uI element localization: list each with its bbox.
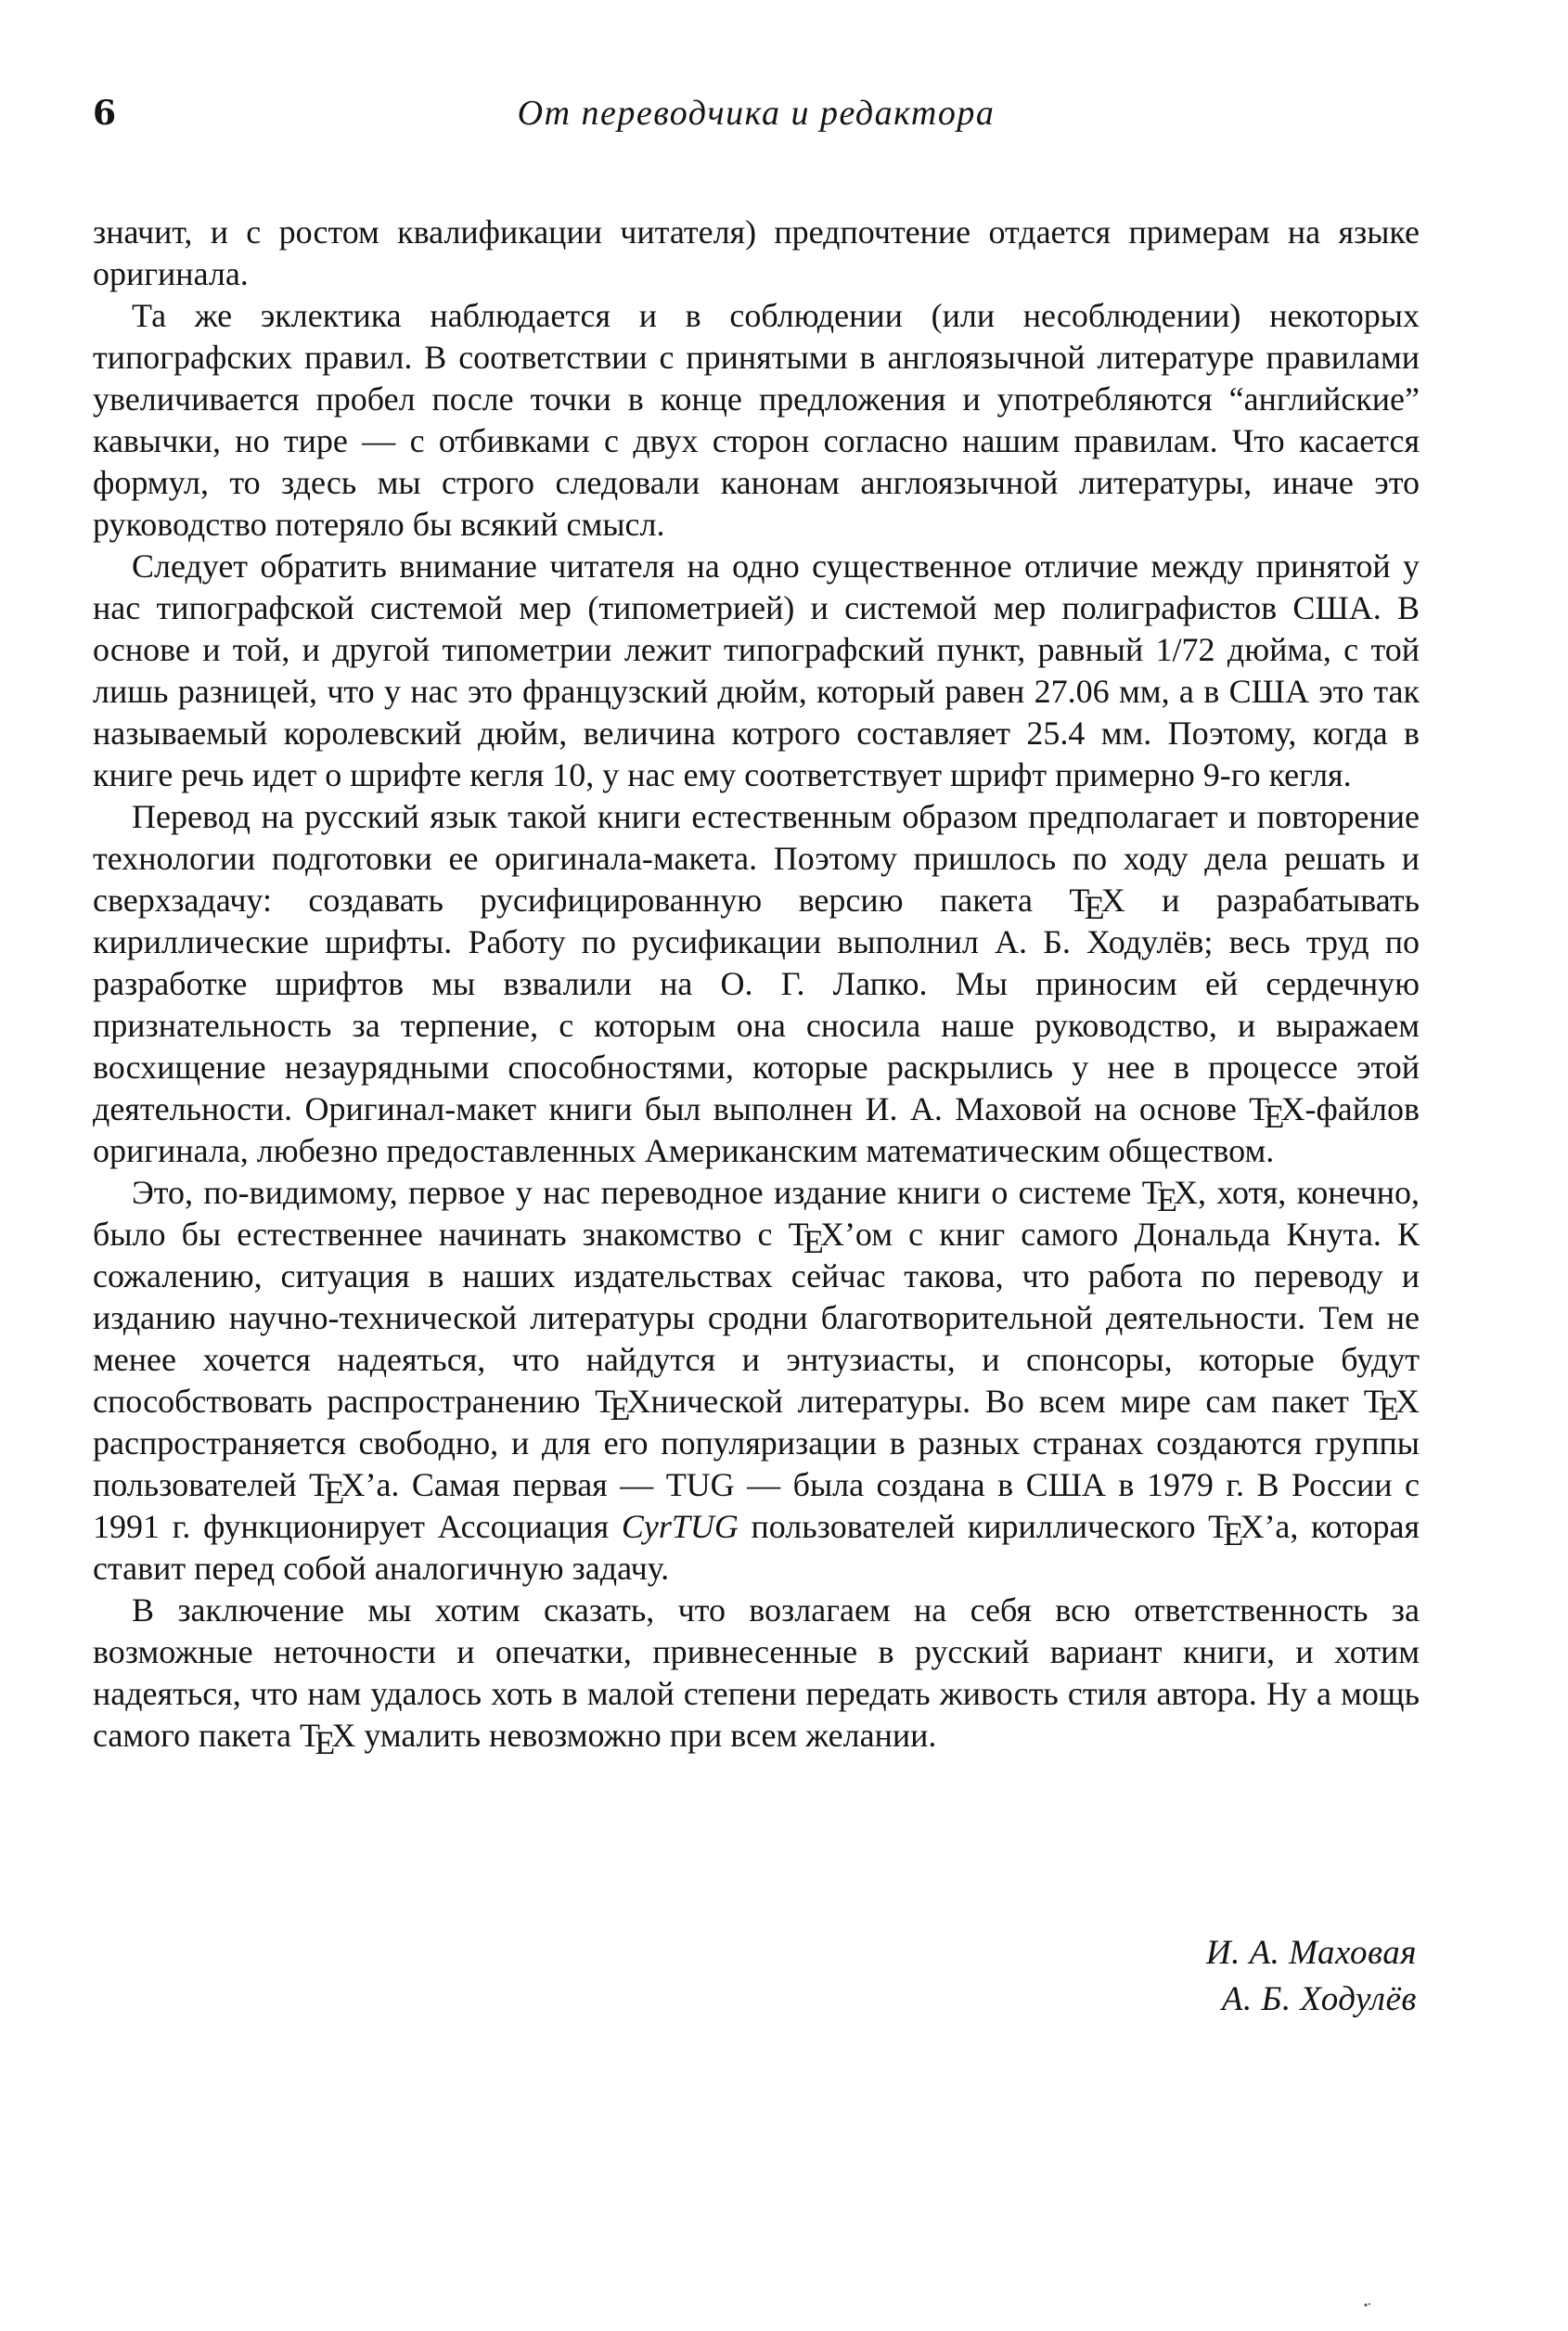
text-run: -файлов оригинала, любезно предоставленных Американским математическим обществом. bbox=[93, 1090, 1420, 1169]
text-run: распространяется свободно, и для его популяризации в разных странах создаются группы пользователей bbox=[93, 1424, 1420, 1503]
tex-logo: TEX bbox=[1141, 1174, 1198, 1218]
tex-logo: TEX bbox=[595, 1383, 651, 1427]
tex-logo: TEX bbox=[788, 1216, 844, 1260]
text-run: ’а. Самая первая — TUG — была создана в США в 1979 г. В России с 1991 г. функционирует Ассоциация bbox=[93, 1466, 1420, 1545]
tex-logo: TEX bbox=[309, 1466, 366, 1511]
text-run: значит, и с ростом квалификации читателя) предпочтение отдается примерам на языке оригинала. bbox=[93, 213, 1420, 292]
running-title: От переводчика и редактора bbox=[517, 94, 996, 133]
text-run: , хотя, конечно, было бы естественнее начинать знакомство с bbox=[93, 1174, 1420, 1253]
tex-logo: TEX bbox=[1249, 1090, 1305, 1135]
text-run: и разрабатывать кириллические шрифты. Работу по русификации выполнил А. Б. Ходулёв; весь труд по разработке шрифтов мы взвалили на О. Г. Лапко. Мы приносим ей сердечную признательность за терпение, с которым она сносила наше руководство, и выражаем восхищение незаурядными способностями, которые раскрылись у нее в процессе этой деятельности. Оригинал-макет книги был выполнен И. А. Маховой на основе bbox=[93, 882, 1420, 1127]
signature-khodulev: А. Б. Ходулёв bbox=[1221, 1980, 1417, 2018]
body-text bbox=[93, 212, 1420, 1761]
running-header bbox=[93, 93, 1420, 139]
paragraph-4 bbox=[93, 796, 1420, 1172]
tex-logo: TEX bbox=[1363, 1383, 1420, 1427]
tex-logo: TEX bbox=[1069, 882, 1125, 926]
text-run: ’а, которая ставит перед собой аналогичную задачу. bbox=[93, 1508, 1420, 1587]
paragraph-1 bbox=[93, 212, 1420, 295]
text-run: Следует обратить внимание читателя на одно существенное отличие между принятой у нас типографской системой мер (типометрией) и системой мер полиграфистов США. В основе и той, и другой типометрии лежит типографский пункт, равный 1/72 дюйма, с той лишь разницей, что у нас это французский дюйм, который равен 27.06 мм, а в США это так называемый королевский дюйм, величина котрого составляет 25.4 мм. Поэтому, когда в книге речь идет о шрифте кегля 10, у нас ему соответствует шрифт примерно 9-го кегля. bbox=[93, 547, 1420, 793]
text-run: пользователей кириллического bbox=[738, 1508, 1209, 1545]
text-run: Та же эклектика наблюдается и в соблюдении (или несоблюдении) некоторых типографских правил. В соответствии с принятыми в англоязычной литературе правилами увеличивается пробел после точки в конце предложения и употребляются “английские” кавычки, но тире — с отбивками с двух сторон согласно нашим правилам. Что касается формул, то здесь мы строго следовали канонам англоязычной литературы, иначе это руководство потеряло бы всякий смысл. bbox=[93, 297, 1420, 543]
text-run: нической литературы. Во всем мире сам пакет bbox=[650, 1383, 1364, 1420]
text-run: В заключение мы хотим сказать, что возлагаем на себя всю ответственность за возможные неточности и опечатки, привнесенные в русский вариант книги, и хотим надеяться, что нам удалось хоть в малой степени передать живость стиля автора. Ну а мощь самого пакета bbox=[93, 1591, 1420, 1754]
text-run: умалить невозможно при всем желании. bbox=[355, 1717, 937, 1754]
page-number: 6 bbox=[93, 94, 117, 133]
paragraph-3 bbox=[93, 546, 1420, 796]
paragraph-6 bbox=[93, 1590, 1420, 1761]
tex-logo: TEX bbox=[1208, 1508, 1265, 1552]
signatures bbox=[1206, 1930, 1417, 2023]
text-run: ’ом с книг самого Дональда Кнута. К сожалению, ситуация в наших издательствах сейчас такова, что работа по переводу и изданию научно-технической литературы сродни благотворительной деятельности. Тем не менее хочется надеяться, что найдутся и энтузиасты, и спонсоры, которые будут способствовать распространению bbox=[93, 1216, 1420, 1420]
cyrtug-name: CyrTUG bbox=[621, 1508, 739, 1545]
signature-makhovaya: И. А. Маховая bbox=[1205, 1934, 1417, 1972]
print-speck-mark bbox=[1363, 2302, 1372, 2308]
text-run: Это, по-видимому, первое у нас переводное издание книги о системе bbox=[132, 1174, 1142, 1211]
tex-logo: TEX bbox=[300, 1717, 356, 1761]
paragraph-5 bbox=[93, 1172, 1420, 1590]
text-run: Перевод на русский язык такой книги естественным образом предполагает и повторение технологии подготовки ее оригинала-макета. Поэтому пришлось по ходу дела решать и сверхзадачу: создавать русифицированную версию пакета bbox=[93, 798, 1420, 919]
paragraph-2 bbox=[93, 295, 1420, 546]
